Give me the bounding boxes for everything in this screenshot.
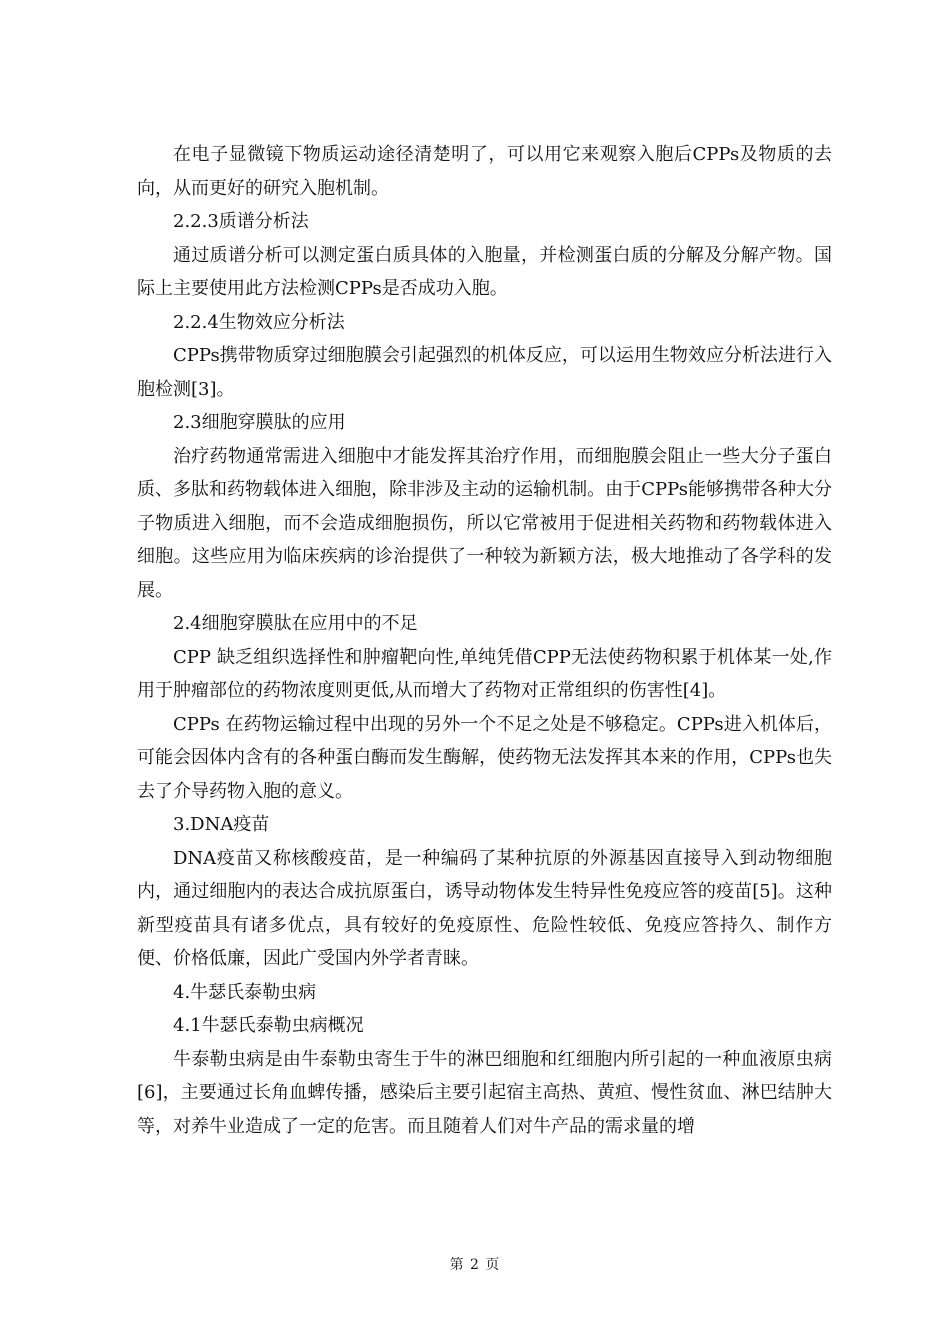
section-heading: 4.牛瑟氏泰勒虫病 — [173, 981, 317, 1003]
section-heading: 2.3细胞穿膜肽的应用 — [173, 412, 346, 433]
section-heading: 2.4细胞穿膜肽在应用中的不足 — [173, 613, 418, 634]
section-heading: 4.1牛瑟氏泰勒虫病概况 — [173, 1015, 364, 1036]
paragraph: 通过质谱分析可以测定蛋白质具体的入胞量，并检测蛋白质的分解及分解产物。国际上主要使用此方法检测CPPs是否成功入胞。 — [137, 244, 832, 299]
section-heading: 2.2.4生物效应分析法 — [173, 311, 345, 333]
paragraph: 治疗药物通常需进入细胞中才能发挥其治疗作用，而细胞膜会阻止一些大分子蛋白质、多肽和药物载体进入细胞，除非涉及主动的运输机制。由于CPPs能够携带各种大分子物质进入细胞，而不会造成细胞损伤，所以它常被用于促进相关药物和药物载体进入细胞。这些应用为临床疾病的诊治提供了一种较为新颖方法，极大地推动了各学科的发展。 — [137, 445, 832, 601]
paragraph: 在电子显微镜下物质运动途径清楚明了，可以用它来观察入胞后CPPs及物质的去向，从而更好的研究入胞机制。 — [137, 144, 832, 199]
paragraph: CPPs携带物质穿过细胞膜会引起强烈的机体反应，可以运用生物效应分析法进行入胞检测[3]。 — [137, 345, 832, 400]
paragraph: CPP 缺乏组织选择性和肿瘤靶向性,单纯凭借CPP无法使药物积累于机体某一处,作用于肿瘤部位的药物浓度则更低,从而增大了药物对正常组织的伤害性[4]。 — [137, 646, 832, 701]
section-heading: 3.DNA疫苗 — [173, 814, 270, 835]
paragraph: DNA疫苗又称核酸疫苗，是一种编码了某种抗原的外源基因直接导入到动物细胞内，通过细胞内的表达合成抗原蛋白，诱导动物体发生特异性免疫应答的疫苗[5]。这种新型疫苗具有诸多优点，具有较好的免疫原性、危险性较低、免疫应答持久、制作方便、价格低廉，因此广受国内外学者青睐。 — [137, 847, 832, 969]
body-text — [137, 138, 832, 1143]
paragraph: 牛泰勒虫病是由牛泰勒虫寄生于牛的淋巴细胞和红细胞内所引起的一种血液原虫病[6]，主要通过长角血蜱传播，感染后主要引起宿主高热、黄疸、慢性贫血、淋巴结肿大等，对养牛业造成了一定的危害。而且随着人们对牛产品的需求量的增 — [137, 1048, 832, 1137]
section-heading: 2.2.3质谱分析法 — [173, 211, 309, 232]
page-number: 第 2 页 — [449, 1257, 501, 1273]
paragraph: CPPs 在药物运输过程中出现的另外一个不足之处是不够稳定。CPPs进入机体后，可能会因体内含有的各种蛋白酶而发生酶解，使药物无法发挥其本来的作用，CPPs也失去了介导药物入胞的意义。 — [137, 713, 832, 802]
